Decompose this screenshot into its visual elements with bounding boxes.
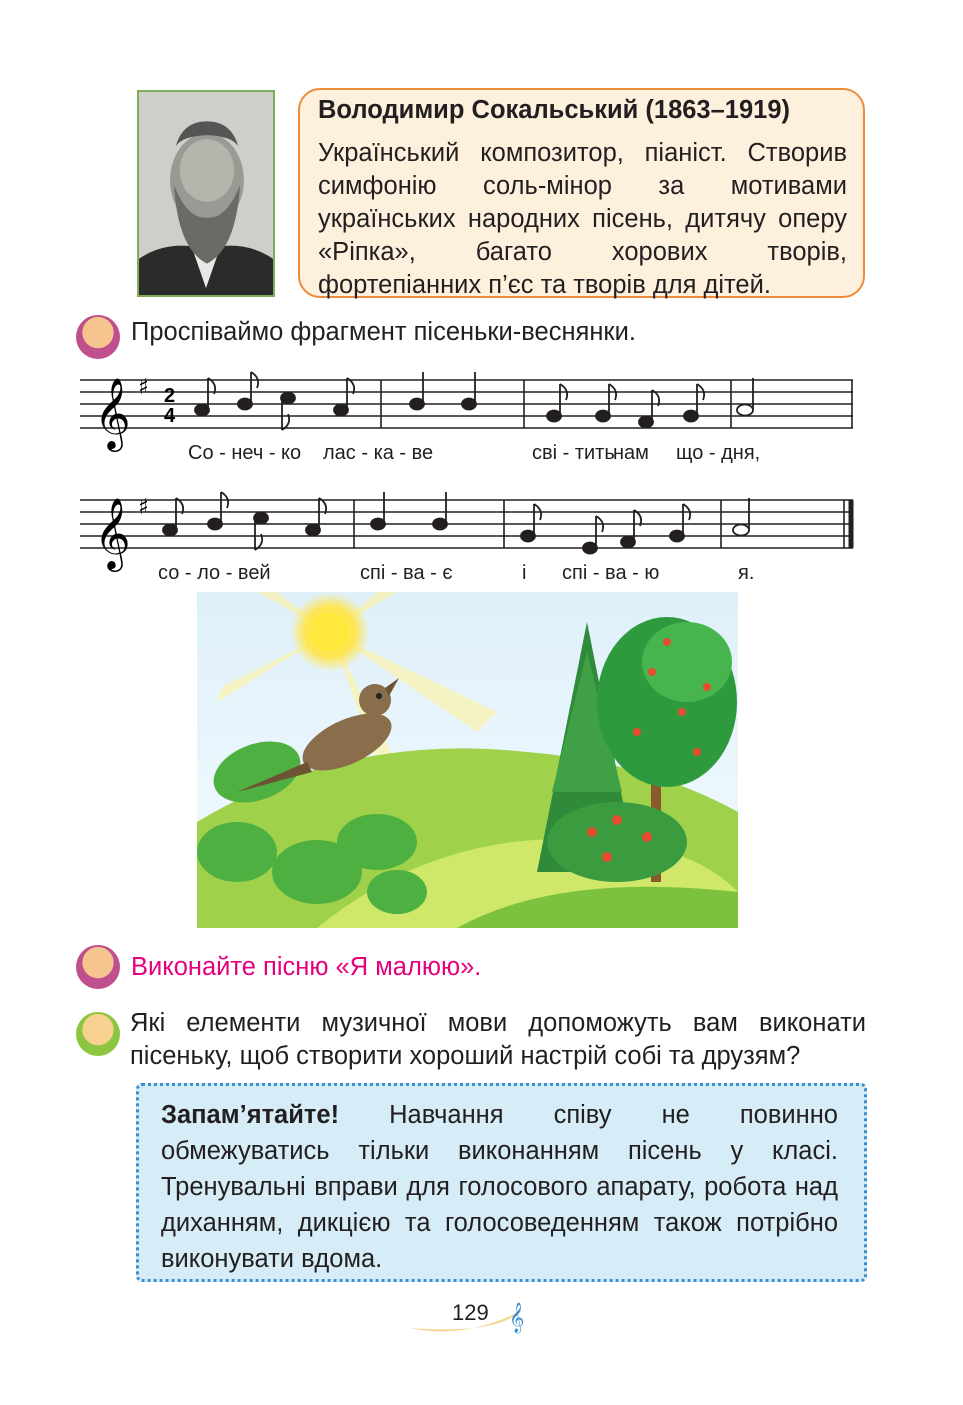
lyric-3: сві - тить [532,442,615,464]
note-head [547,411,561,422]
lyric-7: спі - ва - є [360,562,453,584]
question-text: Які елементи музичної мови допоможуть вам виконати пісеньку, щоб створити хороший настрій собі та друзям? [130,1009,866,1070]
note-head [195,405,209,416]
treble-clef-icon: 𝄞 [509,1303,525,1333]
note-head [596,411,610,422]
lyric-9: спі - ва - ю [562,562,660,584]
composer-bio-card [298,88,865,298]
perform-song-instruction: Виконайте пісню «Я малюю». [131,953,482,981]
spring-nightingale-illustration [197,592,738,928]
svg-text:♯: ♯ [138,495,149,520]
note-head [334,405,348,416]
note-head [639,417,653,428]
music-staff-line-2 [80,482,855,572]
composer-description: Український композитор, піаніст. Створив симфонію соль-мінор за мотивами українських народних пісень, дитячу оперу «Ріпка», багато хорових творів, фортепіанних п’єс та творів для дітей. [318,139,847,299]
remember-text: Навчання співу не повинно обмежуватись тільки виконанням пісень у класі. Тренувальні вправи для голосового апарату, робота над диханням, дикцією та голосоведенням також потрібно виконувати вдома. [161,1101,838,1273]
composer-name: Володимир Сокальський (1863–1919) [318,96,791,124]
lyric-1: Со - неч - ко [188,442,302,464]
treble-clef-icon: 𝄞 [94,496,131,569]
note-head [281,393,295,404]
note-head [462,399,476,410]
time-signature-bottom: 4 [164,405,176,427]
remember-box [136,1083,867,1282]
sing-fragment-instruction: Проспіваймо фрагмент пісеньки-веснянки. [131,318,636,346]
note-head [684,411,698,422]
lyric-4: нам [613,442,649,464]
lyric-2: лас - ка - ве [323,442,434,464]
thinking-child-icon [76,1012,120,1056]
lyric-6: со - ло - вей [158,562,271,584]
remember-label: Запам’ятайте! [161,1101,340,1129]
treble-clef-icon: 𝄞 [94,376,131,449]
music-staff-line-1 [80,362,855,452]
note-head [238,399,252,410]
half-note-head [737,405,753,416]
page-number: 129 [452,1300,489,1325]
time-signature-top: 2 [164,385,176,407]
lyric-8: і [522,562,527,584]
lyric-5: що - дня, [676,442,761,464]
singing-child-icon [76,945,120,989]
singing-child-icon [76,315,120,359]
lyric-10: я. [738,562,755,584]
composer-portrait [137,90,275,297]
svg-text:♯: ♯ [138,375,149,400]
note-head [410,399,424,410]
